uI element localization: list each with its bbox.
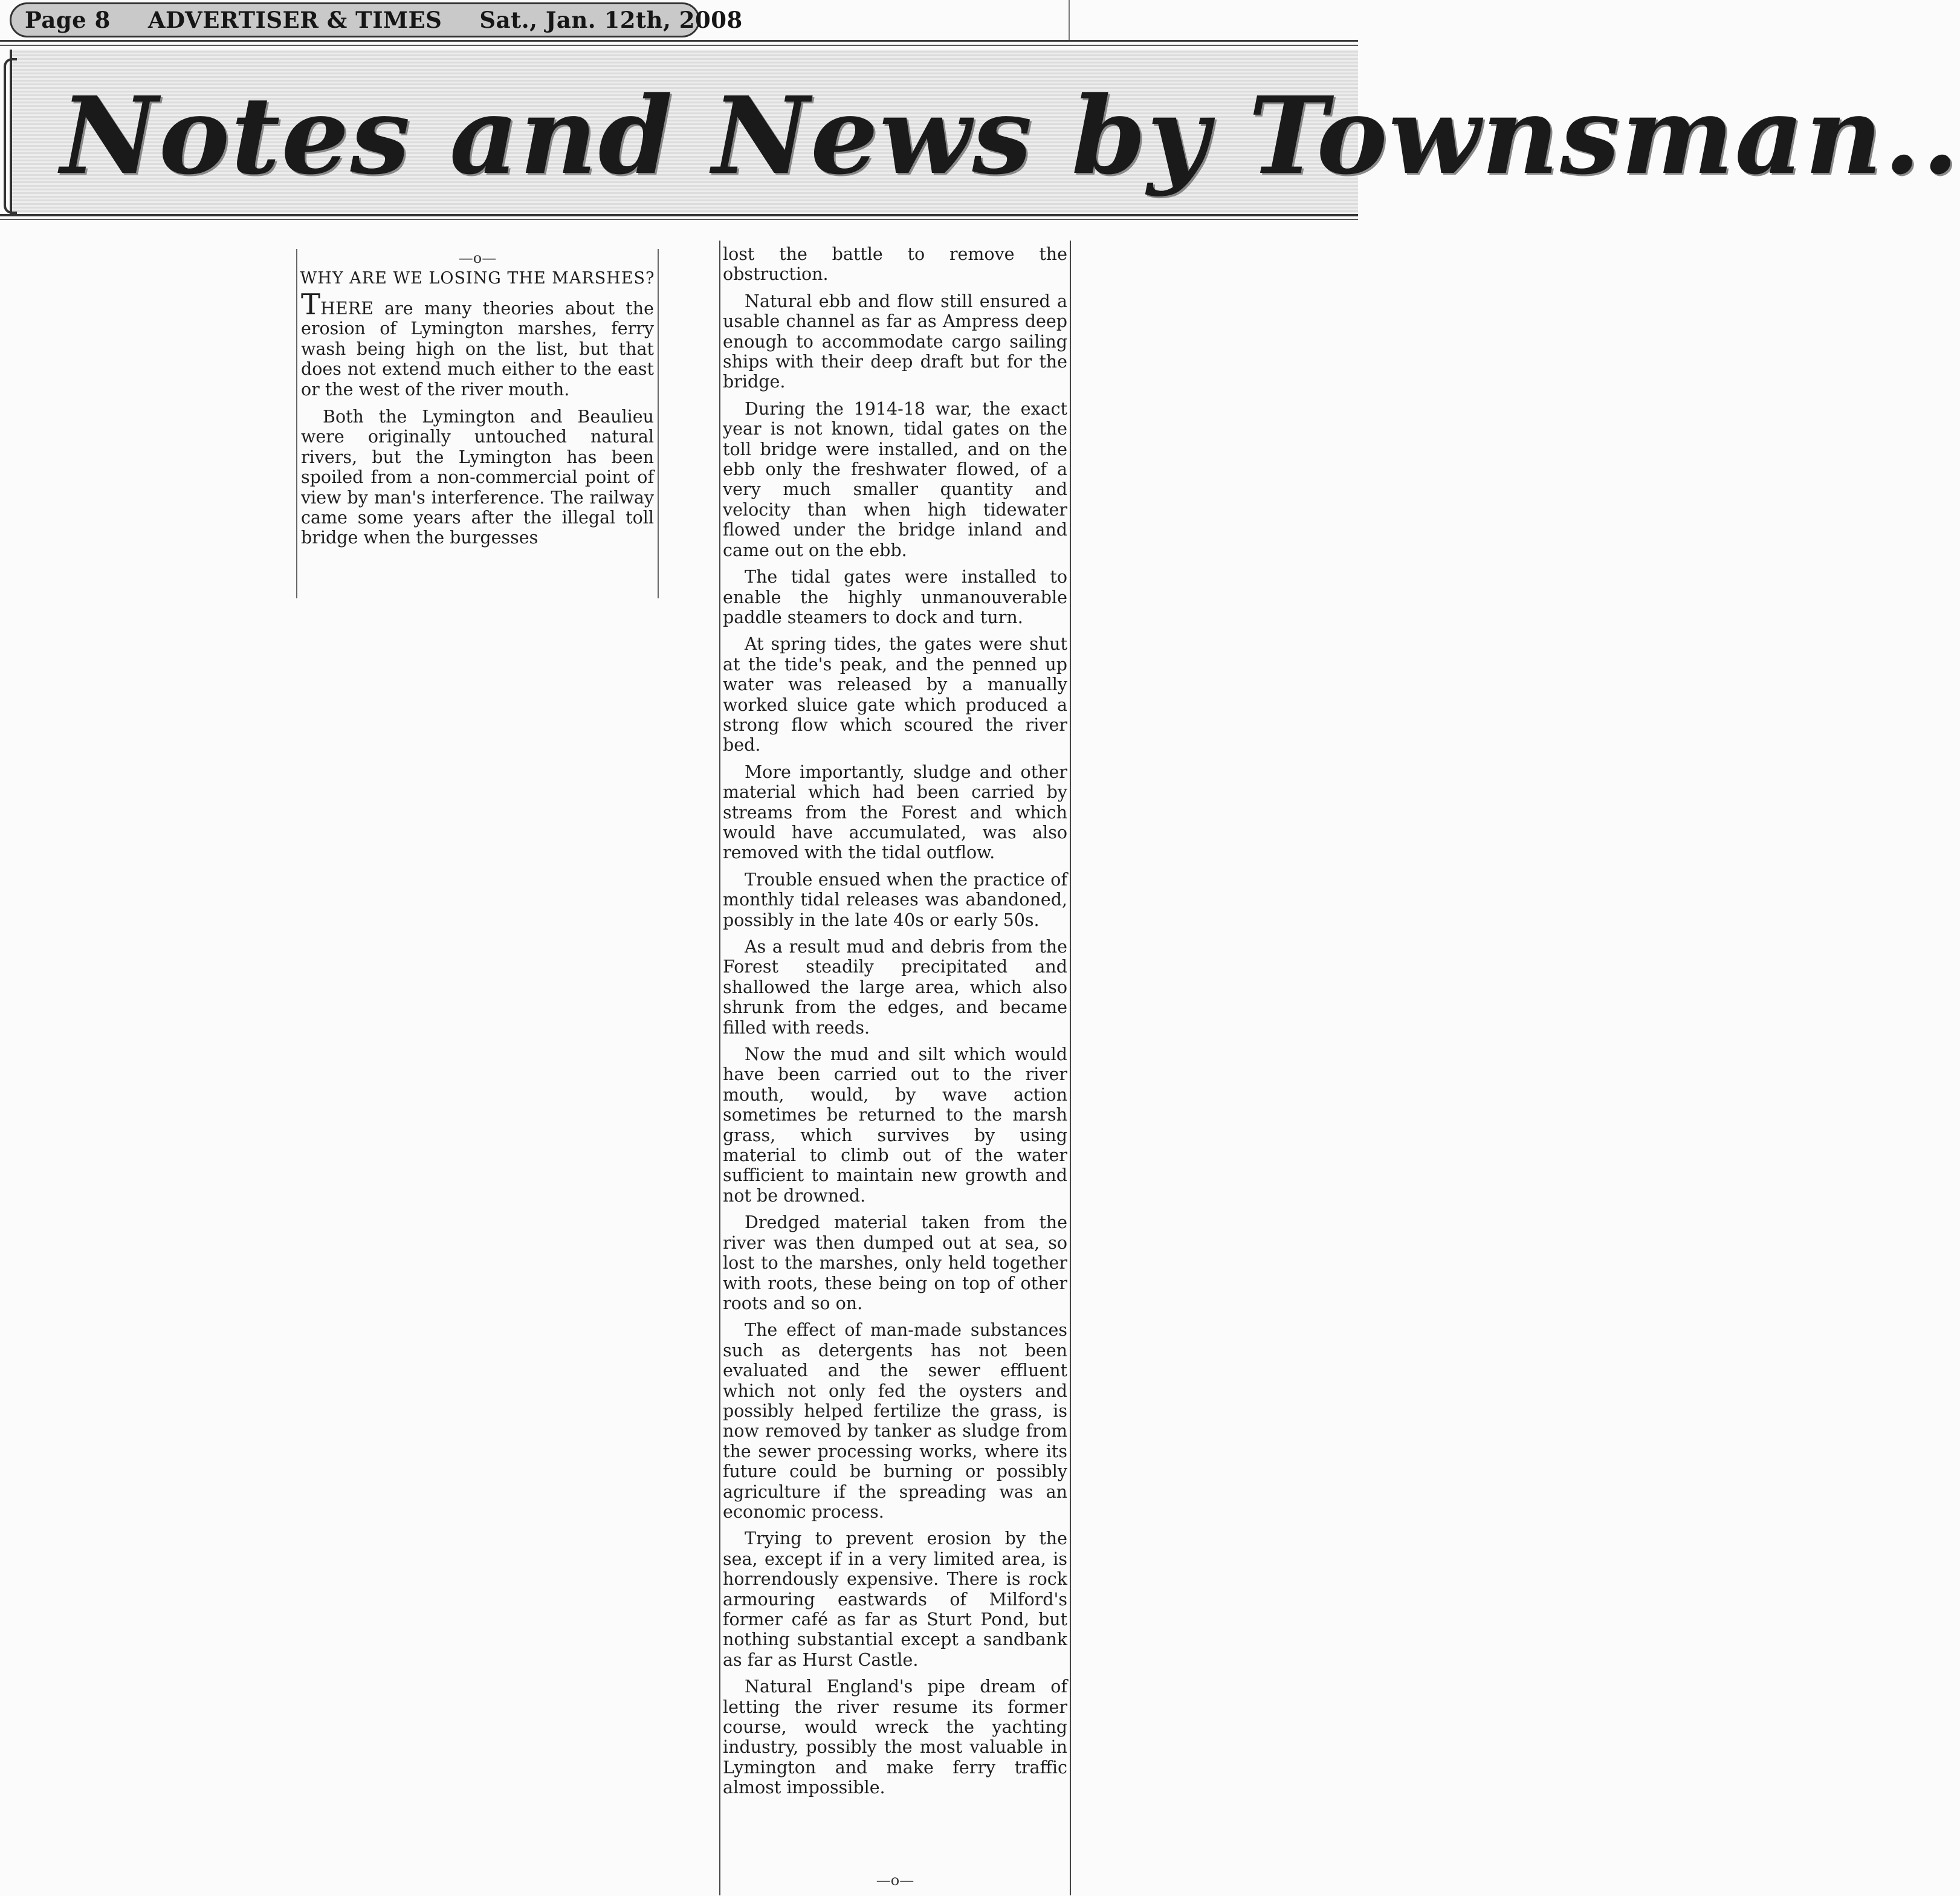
article-paragraph: During the 1914-18 war, the exact year is not known, tidal gates on the toll bridge were installed, and on the ebb only the freshwater flowed, of a very much smaller quantity and velocity than when high tidewater flowed under the bridge inland and came out on the ebb. — [723, 398, 1067, 560]
header-rule-thin — [0, 45, 1358, 46]
article-headline: WHY ARE WE LOSING THE MARSHES? — [300, 269, 655, 288]
article-body-left — [297, 288, 658, 548]
article-clipping — [296, 249, 659, 598]
article-paragraph: At spring tides, the gates were shut at the tide's peak, and the penned up water was released by a manually worked sluice gate which produced a strong flow which scoured the river bed. — [723, 634, 1067, 755]
article-paragraph: Trouble ensued when the practice of monthly tidal releases was abandoned, possibly in the late 40s or early 50s. — [723, 869, 1067, 930]
article-paragraph: THERE are many theories about the erosion of Lymington marshes, ferry wash being high on the list, but that does not extend much either to the east or the west of the river mouth. — [301, 288, 654, 400]
issue-date: Sat., Jan. 12th, 2008 — [479, 7, 743, 33]
article-separator: —o— — [458, 250, 497, 267]
publication-name: ADVERTISER & TIMES — [147, 7, 442, 33]
article-paragraph: Now the mud and silt which would have been carried out to the river mouth, would, by wave action sometimes be returned to the marsh grass, which survives by using material to climb out of the water sufficient to maintain new growth and not be drowned. — [723, 1044, 1067, 1206]
article-paragraph: Both the Lymington and Beaulieu were originally untouched natural rivers, but the Lymington has been spoiled from a non-commercial point of view by man's interference. The railway came some years after the illegal toll bridge when the burgesses — [301, 407, 654, 548]
article-paragraph: More importantly, sludge and other material which had been carried by streams from the Forest and which would have accumulated, was also removed with the tidal outflow. — [723, 762, 1067, 863]
article-body-right — [723, 244, 1067, 1805]
masthead-rule — [0, 214, 1358, 216]
masthead-bracket — [4, 58, 17, 214]
column-divider-right — [1070, 241, 1071, 1895]
masthead-rule-thin — [0, 219, 1358, 220]
article-paragraph: The effect of man-made substances such as detergents has not been evaluated and the sewer effluent which not only fed the oysters and possibly helped fertilize the grass, is now removed by tanker as sludge from the sewer processing works, where its future could be burning or possibly agriculture if the spreading was an economic process. — [723, 1320, 1067, 1522]
header-divider — [1069, 0, 1070, 40]
drop-cap: T — [301, 288, 321, 322]
article-paragraph: Dredged material taken from the river was then dumped out at sea, so lost to the marshes, only held together with roots, these being on top of other roots and so on. — [723, 1212, 1067, 1313]
column-divider-left — [719, 241, 720, 1895]
article-paragraph: Natural ebb and flow still ensured a usable channel as far as Ampress deep enough to accommodate cargo sailing ships with their deep draft but for the bridge. — [723, 291, 1067, 392]
article-paragraph: Natural England's pipe dream of letting the river resume its former course, would wreck the yachting industry, possibly the most valuable in Lymington and make ferry traffic almost impossible. — [723, 1677, 1067, 1798]
header-rule — [0, 40, 1358, 42]
column-title: Notes and News by Townsman.. — [60, 73, 1960, 198]
article-paragraph: lost the battle to remove the obstruction. — [723, 244, 1067, 285]
article-end-separator: —o— — [876, 1872, 914, 1889]
article-paragraph: Trying to prevent erosion by the sea, except if in a very limited area, is horrendously expensive. There is rock armouring eastwards of Milford's former café as far as Sturt Pond, but nothing substantial except a sandbank as far as Hurst Castle. — [723, 1529, 1067, 1670]
article-paragraph: As a result mud and debris from the Forest steadily precipitated and shallowed the large area, which also shrunk from the edges, and became filled with reeds. — [723, 937, 1067, 1038]
page-label: Page 8 — [25, 7, 111, 33]
article-paragraph: The tidal gates were installed to enable the highly unmanouverable paddle steamers to dock and turn. — [723, 567, 1067, 627]
page-header-badge — [10, 2, 743, 37]
